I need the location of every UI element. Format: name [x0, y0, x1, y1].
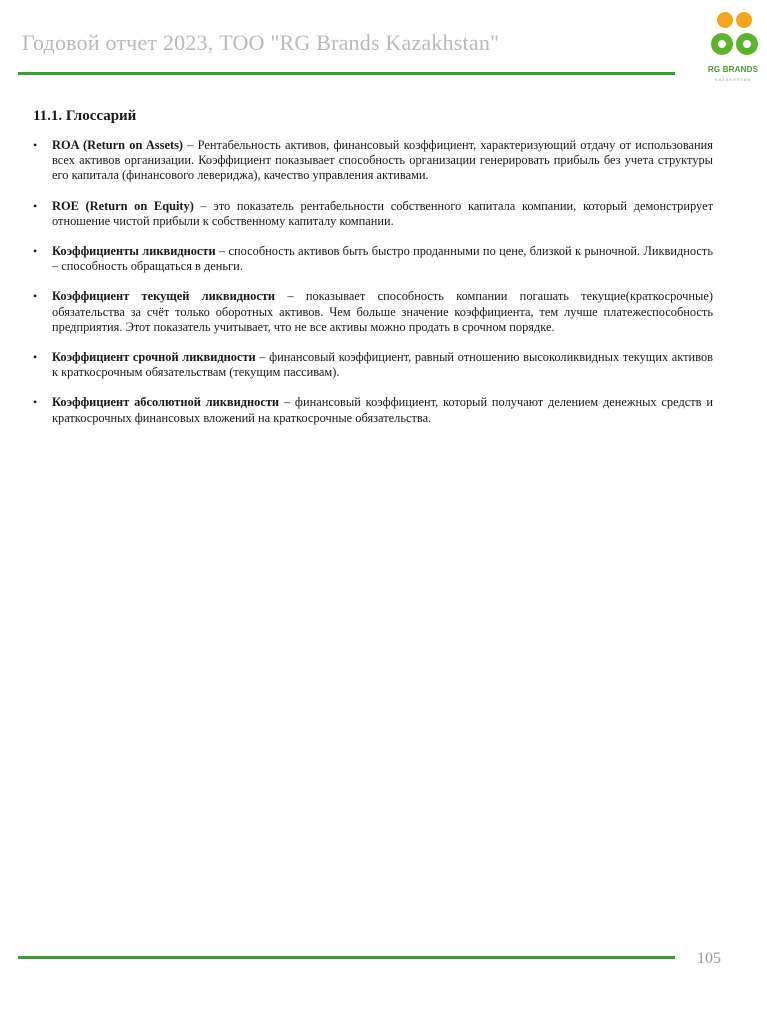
glossary-definition: – показывает способность компании погашать текущие(краткосрочные) обязательства за счёт только оборотных активов. Чем больше значение коэффициента, тем лучше платежеспособность предприятия. Этот показатель учитывает, что не все активы можно продать в срочном порядке.: [52, 289, 713, 334]
glossary-item-roa: [33, 138, 713, 184]
bullet-icon: •: [33, 138, 38, 152]
company-logo: [703, 10, 763, 90]
glossary-definition: – финансовый коэффициент, равный отношению высоколиквидных текущих активов к краткосрочным обязательствам (текущим пассивам).: [52, 350, 714, 380]
glossary-definition: – способность активов быть быстро проданными по цене, близкой к рыночной. Ликвидность – способность обращаться в деньги.: [52, 244, 713, 274]
bullet-icon: •: [33, 289, 38, 304]
glossary-definition: – это показатель рентабельности собственного капитала компании, который демонстрирует отношение чистой прибыли к собственному капиталу компании.: [52, 198, 713, 228]
glossary-item-roe: [33, 199, 713, 229]
logo-mark-icon: [703, 10, 763, 66]
glossary-term: Коэффициент абсолютной ликвидности: [52, 395, 280, 410]
logo-wordmark: RG BRANDS: [707, 65, 759, 74]
glossary-item-absolute-ratio: [33, 395, 713, 425]
glossary-item-current-ratio: [33, 289, 713, 335]
glossary-term: ROE (Return on Equity): [52, 198, 194, 213]
glossary-item-liquidity-ratios: [33, 244, 713, 274]
glossary-term: ROA (Return on Assets): [52, 138, 184, 152]
document-header-title: Годовой отчет 2023, ТОО "RG Brands Kazakhstan": [22, 30, 500, 55]
glossary-term: Коэффициенты ликвидности: [52, 244, 216, 259]
header-divider: [18, 72, 675, 75]
logo-tagline: KAZAKHSTAN: [714, 77, 752, 82]
bullet-icon: •: [33, 244, 38, 259]
bullet-icon: •: [33, 350, 38, 365]
section-title: 11.1. Глоссарий: [33, 108, 137, 124]
footer-divider: [18, 956, 675, 959]
glossary-term: Коэффициент текущей ликвидности: [52, 289, 276, 304]
glossary-definition: – Рентабельность активов, финансовый коэффициент, характеризующий отдачу от использования всех активов организации. Коэффициент показывает способность организации генерировать прибыль без учета структуры его капитала (финансового левериджа), качество управления активами.: [52, 138, 713, 183]
glossary-item-quick-ratio: [33, 350, 713, 380]
glossary-term: Коэффициент срочной ликвидности: [52, 350, 256, 365]
page-number: 105: [697, 950, 721, 967]
glossary-list: [33, 138, 713, 441]
bullet-icon: •: [33, 198, 38, 213]
glossary-definition: – финансовый коэффициент, который получают делением денежных средств и краткосрочных финансовых вложений на краткосрочные обязательства.: [52, 395, 713, 425]
bullet-icon: •: [33, 395, 38, 410]
